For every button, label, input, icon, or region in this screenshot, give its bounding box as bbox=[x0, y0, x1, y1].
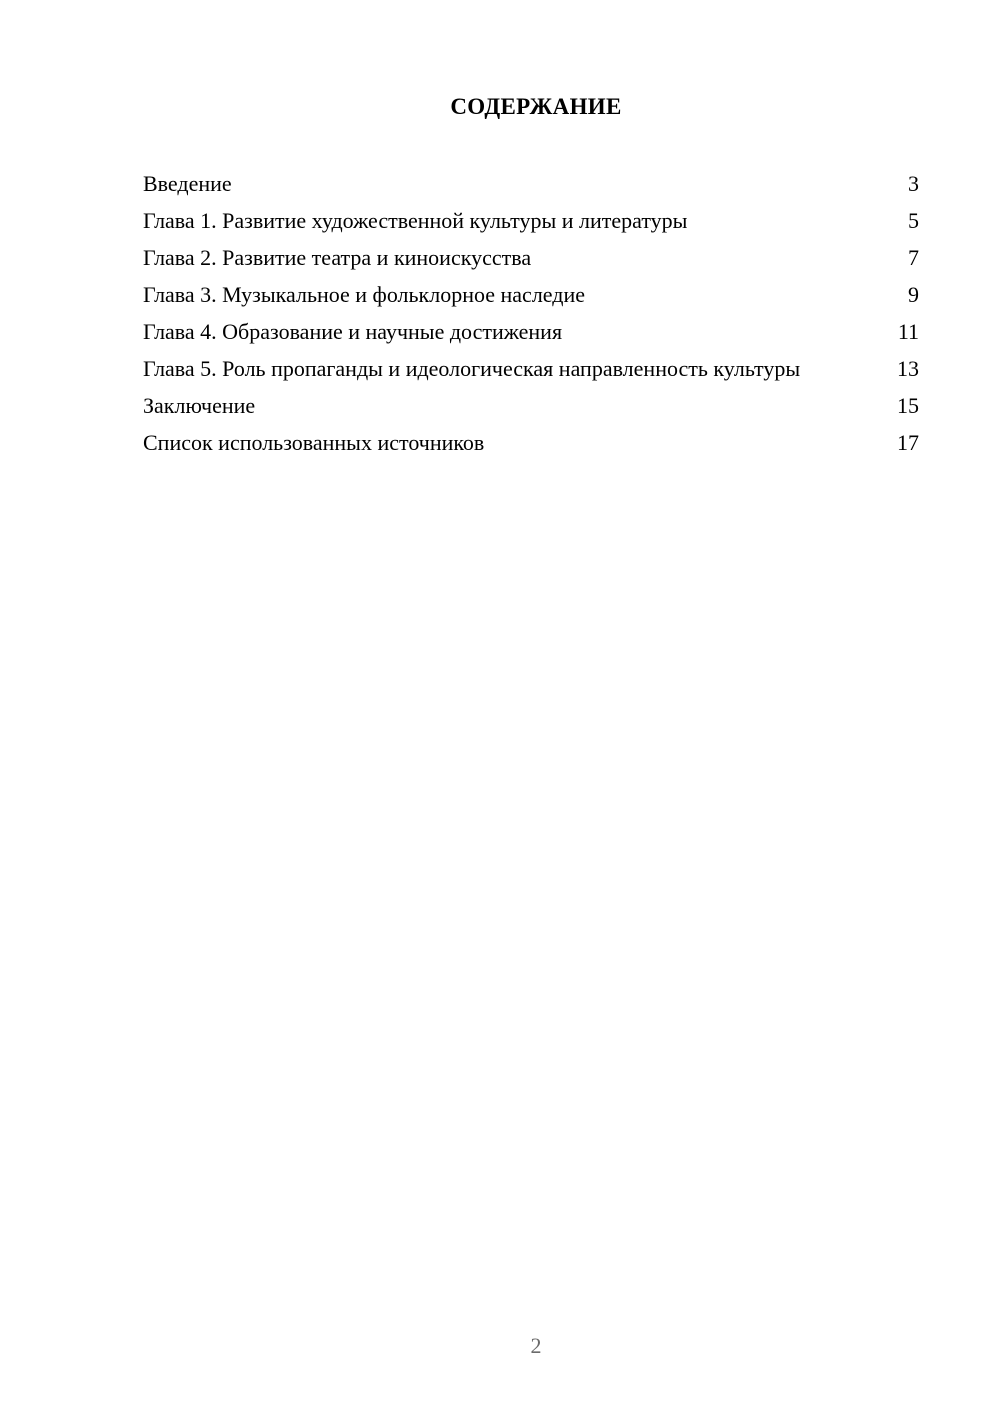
toc-entry-page: 17 bbox=[897, 430, 919, 455]
toc-entry-title: Введение bbox=[143, 171, 232, 196]
toc-entry-chapter-3 bbox=[143, 281, 919, 308]
toc-entry-title: Глава 5. Роль пропаганды и идеологическая направленность культуры bbox=[143, 356, 801, 381]
toc-entry-conclusion bbox=[143, 392, 919, 419]
toc-entry-title: Глава 3. Музыкальное и фольклорное наследие bbox=[143, 282, 585, 307]
toc-entry-title: Глава 2. Развитие театра и киноискусства bbox=[143, 245, 532, 270]
toc-entry-references bbox=[143, 429, 919, 456]
toc-entry-page: 11 bbox=[897, 319, 919, 344]
toc-entry-page: 9 bbox=[908, 282, 919, 307]
toc-entry-chapter-2 bbox=[143, 244, 919, 271]
toc-entry-page: 13 bbox=[897, 356, 919, 381]
page-number: 2 bbox=[530, 1333, 542, 1358]
toc-entry-page: 3 bbox=[908, 171, 919, 196]
toc-entry-title: Глава 1. Развитие художественной культуры и литературы bbox=[143, 208, 688, 233]
toc-entry-title: Список использованных источников bbox=[143, 430, 485, 455]
toc-entry-title: Глава 4. Образование и научные достижения bbox=[143, 319, 563, 344]
toc-entry-page: 7 bbox=[908, 245, 919, 270]
toc-entry-introduction bbox=[143, 170, 919, 197]
toc-entry-chapter-1 bbox=[143, 207, 919, 234]
toc-entry-page: 15 bbox=[897, 393, 919, 418]
page-title: СОДЕРЖАНИЕ bbox=[450, 94, 622, 119]
toc-entry-chapter-5 bbox=[143, 355, 919, 382]
toc-entry-title: Заключение bbox=[143, 393, 256, 418]
table-of-contents bbox=[143, 170, 919, 466]
toc-entry-chapter-4 bbox=[143, 318, 919, 345]
toc-entry-page: 5 bbox=[908, 208, 919, 233]
